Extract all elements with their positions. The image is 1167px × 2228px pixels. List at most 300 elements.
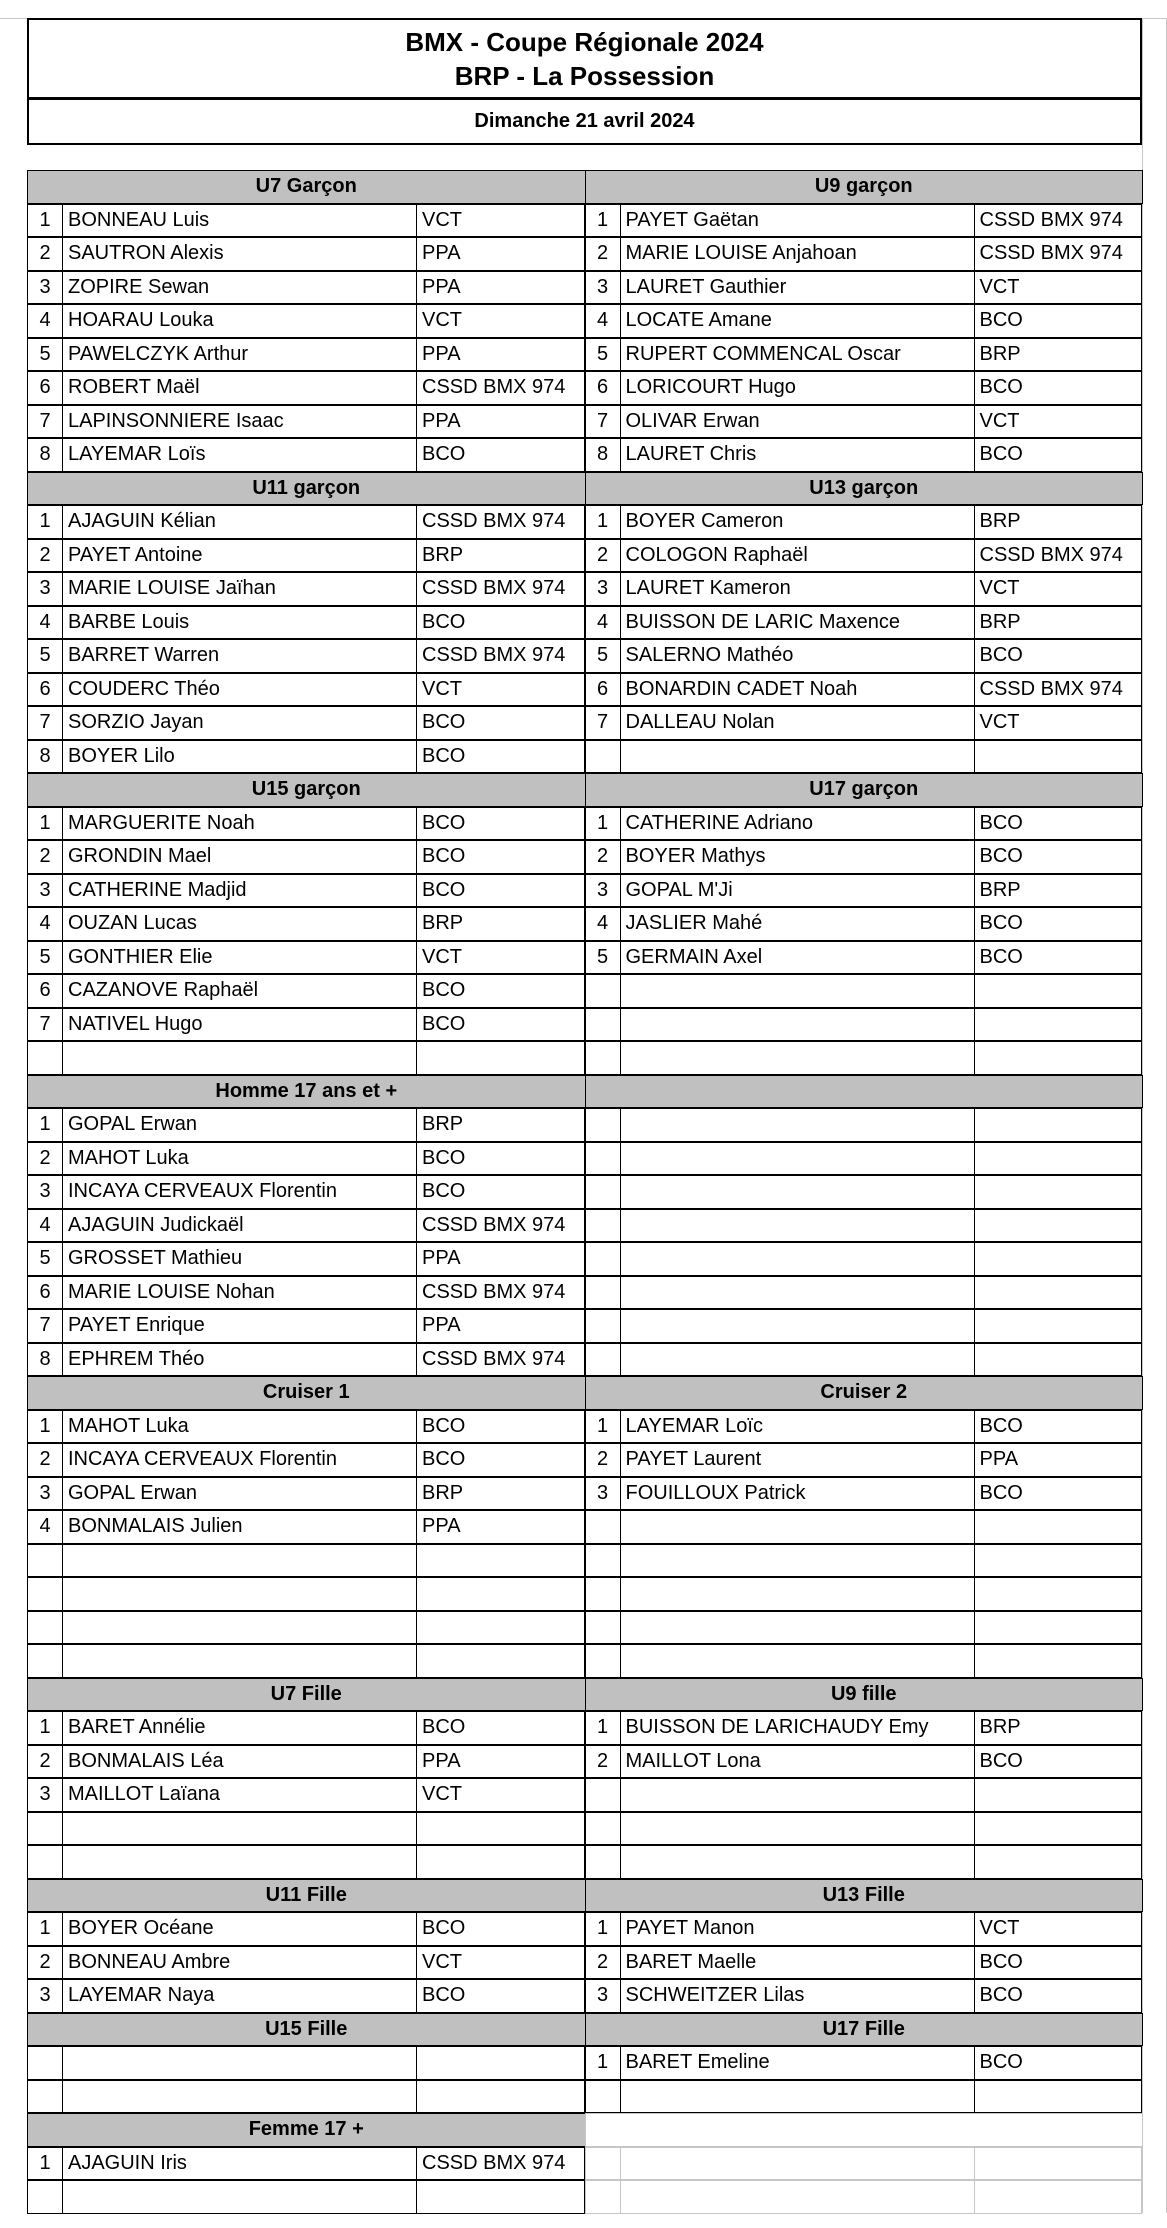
table-row (27, 371, 1142, 405)
table-row (27, 1711, 1142, 1745)
rider-name-cell: LAYEMAR Loïc (620, 1410, 975, 1444)
club-cell: CSSD BMX 974 (416, 639, 585, 673)
rank-cell: 2 (585, 237, 621, 271)
rider-name-cell: BUISSON DE LARICHAUDY Emy (620, 1711, 975, 1745)
club-cell: BCO (974, 1410, 1143, 1444)
table-row (27, 271, 1142, 305)
club-cell: BCO (974, 304, 1143, 338)
club-cell: BCO (416, 1912, 585, 1946)
right-entry (585, 371, 1143, 405)
rider-name-cell: GOPAL Erwan (62, 1477, 417, 1511)
right-entry (585, 907, 1143, 941)
rider-name-cell: JASLIER Mahé (620, 907, 975, 941)
rider-name-cell: CAZANOVE Raphaël (62, 974, 417, 1008)
club-cell: PPA (416, 237, 585, 271)
right-entry (585, 438, 1143, 472)
club-cell (974, 2080, 1143, 2114)
club-cell (974, 1175, 1143, 1209)
left-entry (27, 271, 585, 305)
rank-cell: 4 (585, 606, 621, 640)
rank-cell: 7 (27, 706, 63, 740)
rank-cell (585, 1142, 621, 1176)
rank-cell: 6 (27, 673, 63, 707)
club-cell: BCO (416, 1979, 585, 2013)
left-entry (27, 1745, 585, 1779)
left-entry (27, 304, 585, 338)
left-entry (27, 204, 585, 238)
table-row (27, 505, 1142, 539)
left-entry (27, 1778, 585, 1812)
rank-cell (585, 740, 621, 774)
club-cell (416, 1611, 585, 1645)
document-title (27, 18, 1142, 98)
rider-name-cell: MARGUERITE Noah (62, 807, 417, 841)
club-cell (974, 2147, 1143, 2181)
rank-cell: 5 (27, 639, 63, 673)
category-header-row (27, 2013, 1142, 2047)
rank-cell: 3 (585, 572, 621, 606)
rider-name-cell (620, 1108, 975, 1142)
table-row (27, 438, 1142, 472)
category-header: U17 Fille (585, 2013, 1144, 2047)
club-cell: BCO (416, 1443, 585, 1477)
left-entry (27, 1443, 585, 1477)
club-cell (974, 1778, 1143, 1812)
rider-name-cell: GOPAL M'Ji (620, 874, 975, 908)
club-cell: BCO (416, 740, 585, 774)
rider-name-cell (62, 1845, 417, 1879)
rank-cell: 3 (585, 1979, 621, 2013)
rank-cell (27, 1041, 63, 1075)
club-cell: PPA (416, 1309, 585, 1343)
rider-name-cell: FOUILLOUX Patrick (620, 1477, 975, 1511)
rider-name-cell (62, 1611, 417, 1645)
table-row (27, 304, 1142, 338)
category-header: U11 Fille (27, 1879, 586, 1913)
right-entry (585, 874, 1143, 908)
rank-cell (27, 1544, 63, 1578)
rank-cell: 8 (27, 438, 63, 472)
table-row (27, 237, 1142, 271)
rider-name-cell: BARRET Warren (62, 639, 417, 673)
category-header: Femme 17 + (27, 2113, 586, 2147)
club-cell: VCT (416, 304, 585, 338)
category-header-row (27, 1075, 1142, 1109)
rank-cell: 7 (27, 1309, 63, 1343)
rank-cell: 1 (27, 505, 63, 539)
club-cell: VCT (416, 204, 585, 238)
club-cell: BCO (974, 1979, 1143, 2013)
right-entry (585, 1410, 1143, 1444)
rank-cell (585, 1845, 621, 1879)
rider-name-cell (620, 1242, 975, 1276)
club-cell: BCO (416, 606, 585, 640)
table-row (27, 1175, 1142, 1209)
club-cell: BCO (974, 840, 1143, 874)
club-cell: CSSD BMX 974 (974, 673, 1143, 707)
left-entry (27, 1410, 585, 1444)
rider-name-cell (620, 1845, 975, 1879)
rank-cell: 6 (585, 673, 621, 707)
club-cell: BCO (974, 1477, 1143, 1511)
table-row (27, 1745, 1142, 1779)
rider-name-cell (62, 1644, 417, 1678)
rank-cell (585, 1041, 621, 1075)
table-row (27, 1979, 1142, 2013)
rider-name-cell (620, 1142, 975, 1176)
rank-cell (27, 2180, 63, 2214)
right-entry (585, 304, 1143, 338)
right-entry (585, 1276, 1143, 1310)
rider-name-cell (62, 1577, 417, 1611)
rider-name-cell: CATHERINE Adriano (620, 807, 975, 841)
right-entry (585, 807, 1143, 841)
rider-name-cell: HOARAU Louka (62, 304, 417, 338)
club-cell (416, 2046, 585, 2080)
category-header-row (27, 170, 1142, 204)
table-row (27, 1946, 1142, 1980)
category-header: U15 garçon (27, 773, 586, 807)
rank-cell: 1 (27, 807, 63, 841)
rank-cell (585, 1242, 621, 1276)
left-entry (27, 505, 585, 539)
rank-cell (585, 1778, 621, 1812)
rider-name-cell (620, 1644, 975, 1678)
table-row (27, 1309, 1142, 1343)
left-entry (27, 1142, 585, 1176)
table-row (27, 1611, 1142, 1645)
club-cell (974, 1510, 1143, 1544)
rank-cell: 3 (585, 271, 621, 305)
rider-name-cell (620, 1041, 975, 1075)
left-entry (27, 907, 585, 941)
rider-name-cell: SORZIO Jayan (62, 706, 417, 740)
category-header-row (27, 773, 1142, 807)
rider-name-cell: BARET Emeline (620, 2046, 975, 2080)
table-row (27, 1544, 1142, 1578)
club-cell: VCT (416, 1946, 585, 1980)
event-date-text: Dimanche 21 avril 2024 (474, 110, 695, 132)
table-row (27, 1209, 1142, 1243)
left-entry (27, 1845, 585, 1879)
rank-cell: 7 (585, 405, 621, 439)
rider-name-cell (620, 740, 975, 774)
category-header: U17 garçon (585, 773, 1144, 807)
rank-cell: 4 (27, 1510, 63, 1544)
club-cell: CSSD BMX 974 (416, 2147, 585, 2181)
rank-cell: 1 (27, 204, 63, 238)
club-cell: BCO (974, 438, 1143, 472)
club-cell: BCO (974, 1946, 1143, 1980)
club-cell: BCO (416, 840, 585, 874)
category-header: Cruiser 2 (585, 1376, 1144, 1410)
rider-name-cell: SCHWEITZER Lilas (620, 1979, 975, 2013)
left-entry (27, 673, 585, 707)
club-cell (974, 1845, 1143, 1879)
left-entry (27, 1008, 585, 1042)
club-cell: VCT (416, 673, 585, 707)
right-entry (585, 1309, 1143, 1343)
rider-name-cell: BOYER Lilo (62, 740, 417, 774)
rider-name-cell (620, 1778, 975, 1812)
club-cell (416, 2180, 585, 2214)
left-entry (27, 572, 585, 606)
left-entry (27, 2046, 585, 2080)
results-table (27, 170, 1142, 2214)
rider-name-cell: LAPINSONNIERE Isaac (62, 405, 417, 439)
club-cell (974, 1644, 1143, 1678)
rank-cell: 5 (585, 941, 621, 975)
club-cell (974, 1242, 1143, 1276)
left-entry (27, 1912, 585, 1946)
rider-name-cell: COLOGON Raphaël (620, 539, 975, 573)
rank-cell (585, 974, 621, 1008)
table-row (27, 740, 1142, 774)
category-header-row (27, 1678, 1142, 1712)
right-entry (585, 1711, 1143, 1745)
right-entry (585, 338, 1143, 372)
rank-cell (585, 1812, 621, 1846)
rider-name-cell (620, 1008, 975, 1042)
left-entry (27, 606, 585, 640)
rider-name-cell: BONMALAIS Julien (62, 1510, 417, 1544)
right-entry (585, 271, 1143, 305)
club-cell: CSSD BMX 974 (416, 572, 585, 606)
rank-cell: 4 (27, 606, 63, 640)
rider-name-cell: SAUTRON Alexis (62, 237, 417, 271)
right-entry (585, 974, 1143, 1008)
right-entry (585, 606, 1143, 640)
table-row (27, 1644, 1142, 1678)
rank-cell: 1 (27, 1912, 63, 1946)
rider-name-cell: MARIE LOUISE Nohan (62, 1276, 417, 1310)
table-row (27, 2046, 1142, 2080)
rider-name-cell: BARET Maelle (620, 1946, 975, 1980)
right-entry (585, 1644, 1143, 1678)
rank-cell (585, 1008, 621, 1042)
club-cell (416, 1577, 585, 1611)
rider-name-cell (62, 1544, 417, 1578)
rank-cell: 5 (27, 338, 63, 372)
right-entry (585, 1477, 1143, 1511)
rank-cell: 2 (27, 1443, 63, 1477)
club-cell: CSSD BMX 974 (416, 1276, 585, 1310)
left-entry (27, 974, 585, 1008)
rank-cell: 1 (27, 1711, 63, 1745)
club-cell: BCO (974, 639, 1143, 673)
rider-name-cell: PAYET Antoine (62, 539, 417, 573)
club-cell: BRP (416, 1477, 585, 1511)
rider-name-cell: GERMAIN Axel (620, 941, 975, 975)
table-row (27, 1477, 1142, 1511)
rank-cell: 2 (585, 1745, 621, 1779)
club-cell: CSSD BMX 974 (416, 505, 585, 539)
rider-name-cell (620, 1510, 975, 1544)
rider-name-cell: LAYEMAR Naya (62, 1979, 417, 2013)
rider-name-cell: BARBE Louis (62, 606, 417, 640)
right-entry (585, 1577, 1143, 1611)
left-entry (27, 639, 585, 673)
right-entry (585, 1008, 1143, 1042)
club-cell: PPA (416, 271, 585, 305)
rider-name-cell (620, 1309, 975, 1343)
rank-cell: 1 (585, 1410, 621, 1444)
table-row (27, 1577, 1142, 1611)
club-cell: BCO (416, 874, 585, 908)
right-entry (585, 1142, 1143, 1176)
right-entry (585, 2046, 1143, 2080)
club-cell: BCO (416, 974, 585, 1008)
club-cell: BCO (416, 1711, 585, 1745)
rank-cell: 3 (27, 271, 63, 305)
rider-name-cell (620, 1577, 975, 1611)
rider-name-cell: AJAGUIN Iris (62, 2147, 417, 2181)
right-entry (585, 1778, 1143, 1812)
right-entry (585, 840, 1143, 874)
rank-cell: 6 (27, 974, 63, 1008)
table-row (27, 2180, 1142, 2214)
left-entry (27, 338, 585, 372)
rider-name-cell (62, 2180, 417, 2214)
club-cell: BCO (416, 438, 585, 472)
rider-name-cell: AJAGUIN Kélian (62, 505, 417, 539)
right-entry (585, 237, 1143, 271)
rank-cell: 1 (27, 2147, 63, 2181)
category-header-row (27, 2113, 1142, 2147)
right-entry (585, 1979, 1143, 2013)
rider-name-cell (620, 1276, 975, 1310)
rank-cell: 7 (585, 706, 621, 740)
club-cell (974, 1309, 1143, 1343)
club-cell (974, 1209, 1143, 1243)
right-entry (585, 1745, 1143, 1779)
rider-name-cell: PAYET Enrique (62, 1309, 417, 1343)
left-entry (27, 2180, 585, 2214)
rider-name-cell: MARIE LOUISE Anjahoan (620, 237, 975, 271)
rank-cell (585, 1276, 621, 1310)
rank-cell: 2 (585, 539, 621, 573)
table-row (27, 2080, 1142, 2114)
right-entry (585, 2080, 1143, 2114)
club-cell: VCT (416, 941, 585, 975)
club-cell: BRP (416, 539, 585, 573)
table-row (27, 673, 1142, 707)
rank-cell: 5 (27, 941, 63, 975)
table-row (27, 405, 1142, 439)
rank-cell: 7 (27, 1008, 63, 1042)
left-entry (27, 941, 585, 975)
rank-cell: 1 (585, 505, 621, 539)
rider-name-cell: COUDERC Théo (62, 673, 417, 707)
rank-cell: 2 (27, 1946, 63, 1980)
rider-name-cell: BONNEAU Ambre (62, 1946, 417, 1980)
rank-cell (585, 1309, 621, 1343)
right-entry (585, 2147, 1143, 2181)
rider-name-cell (620, 1544, 975, 1578)
table-row (27, 204, 1142, 238)
right-entry (585, 1812, 1143, 1846)
left-entry (27, 1209, 585, 1243)
table-row (27, 1276, 1142, 1310)
table-row (27, 1041, 1142, 1075)
rank-cell: 2 (27, 237, 63, 271)
category-header-row (27, 472, 1142, 506)
table-row (27, 2147, 1142, 2181)
rider-name-cell: AJAGUIN Judickaël (62, 1209, 417, 1243)
table-row (27, 639, 1142, 673)
right-entry (585, 1611, 1143, 1645)
rider-name-cell (620, 2180, 975, 2214)
rank-cell: 3 (27, 1477, 63, 1511)
rider-name-cell: EPHREM Théo (62, 1343, 417, 1377)
right-entry (585, 639, 1143, 673)
table-row (27, 606, 1142, 640)
left-entry (27, 1175, 585, 1209)
rider-name-cell: PAWELCZYK Arthur (62, 338, 417, 372)
left-entry (27, 807, 585, 841)
right-entry (585, 740, 1143, 774)
club-cell (974, 1008, 1143, 1042)
rider-name-cell: MAHOT Luka (62, 1142, 417, 1176)
left-entry (27, 840, 585, 874)
rider-name-cell: GRONDIN Mael (62, 840, 417, 874)
rank-cell: 8 (27, 740, 63, 774)
right-entry (585, 1912, 1143, 1946)
left-entry (27, 1041, 585, 1075)
rank-cell (585, 1175, 621, 1209)
category-header: Cruiser 1 (27, 1376, 586, 1410)
rider-name-cell (620, 1611, 975, 1645)
left-entry (27, 438, 585, 472)
left-entry (27, 874, 585, 908)
table-row (27, 1343, 1142, 1377)
rank-cell: 2 (585, 1443, 621, 1477)
table-row (27, 1008, 1142, 1042)
right-entry (585, 1544, 1143, 1578)
club-cell (416, 1544, 585, 1578)
left-entry (27, 237, 585, 271)
rider-name-cell (620, 2147, 975, 2181)
rider-name-cell: ZOPIRE Sewan (62, 271, 417, 305)
rank-cell (585, 2147, 621, 2181)
club-cell (974, 1343, 1143, 1377)
rider-name-cell: LAURET Kameron (620, 572, 975, 606)
category-header-row (27, 1376, 1142, 1410)
left-entry (27, 1711, 585, 1745)
rank-cell (585, 1644, 621, 1678)
rank-cell: 5 (27, 1242, 63, 1276)
club-cell: VCT (974, 706, 1143, 740)
rank-cell (27, 1611, 63, 1645)
club-cell: PPA (416, 1242, 585, 1276)
rider-name-cell: ROBERT Maël (62, 371, 417, 405)
rank-cell (27, 1812, 63, 1846)
rider-name-cell (620, 1343, 975, 1377)
club-cell: BRP (974, 606, 1143, 640)
category-header: U13 garçon (585, 472, 1144, 506)
rider-name-cell: BUISSON DE LARIC Maxence (620, 606, 975, 640)
rider-name-cell: CATHERINE Madjid (62, 874, 417, 908)
rank-cell (585, 2080, 621, 2114)
rider-name-cell: BONNEAU Luis (62, 204, 417, 238)
rank-cell (585, 1108, 621, 1142)
rider-name-cell: INCAYA CERVEAUX Florentin (62, 1175, 417, 1209)
left-entry (27, 1577, 585, 1611)
rider-name-cell: LORICOURT Hugo (620, 371, 975, 405)
title-line-2: BRP - La Possession (454, 60, 715, 91)
club-cell: PPA (974, 1443, 1143, 1477)
club-cell: BCO (416, 1008, 585, 1042)
